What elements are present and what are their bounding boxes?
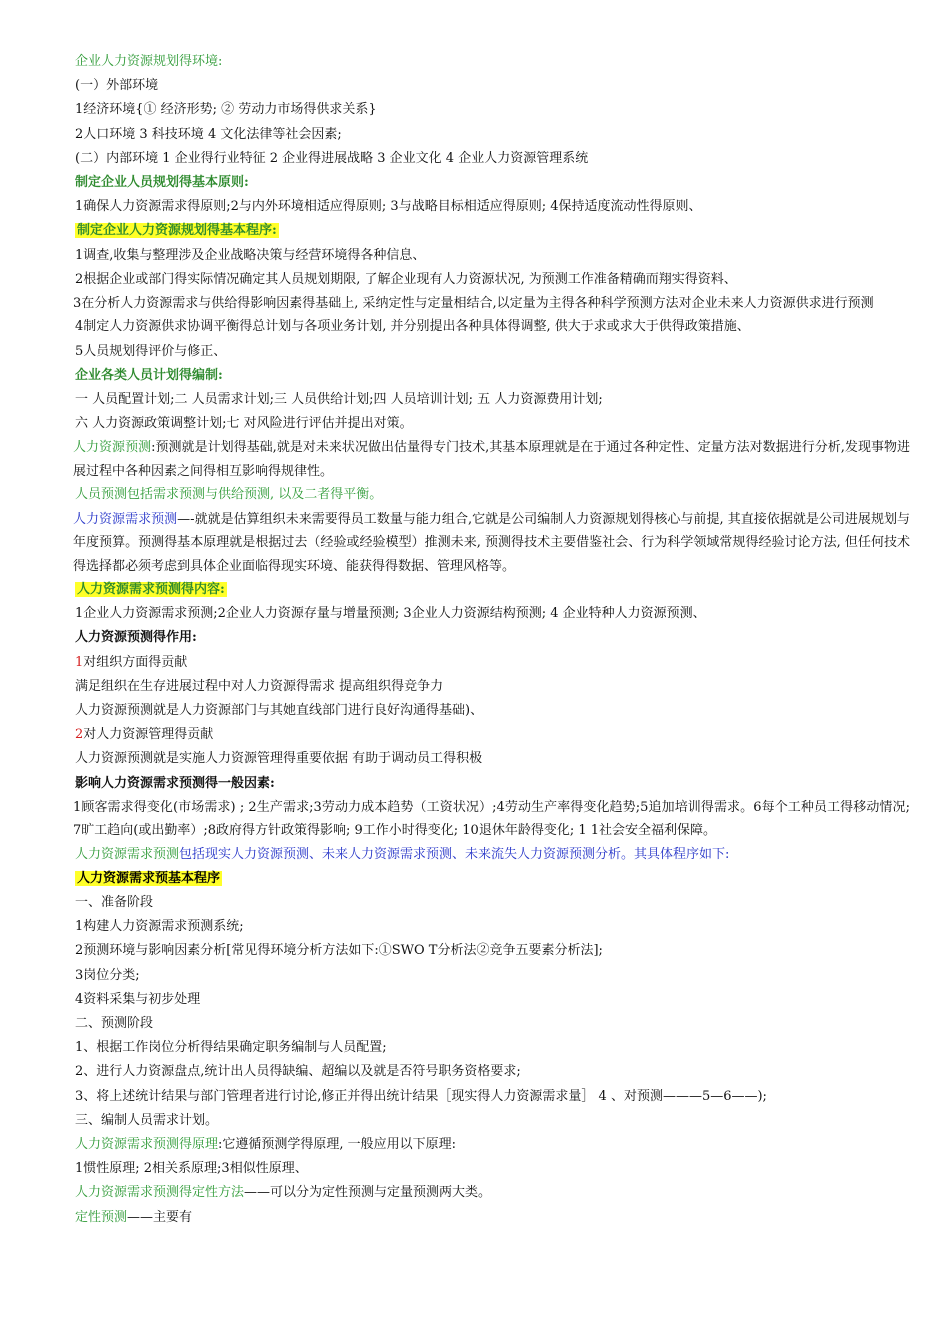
heading-basic-principles: 制定企业人员规划得基本原则: — [75, 174, 249, 190]
heading-basic-procedure-highlight: 制定企业人力资源规划得基本程序: — [77, 223, 277, 239]
text-paragraph — [73, 436, 910, 483]
heading-demand-procedure-highlight: 人力资源需求预基本程序 — [77, 870, 221, 886]
text-line: ——主要有 — [127, 1209, 193, 1225]
text-line: 满足组织在生存进展过程中对人力资源得需求 提高组织得竞争力 — [75, 678, 444, 694]
text-line: 4资料采集与初步处理 — [75, 991, 201, 1007]
heading-forecast-role: 人力资源预测得作用: — [75, 630, 197, 646]
term-qualitative-method: 人力资源需求预测得定性方法 — [75, 1185, 245, 1201]
text-line: (一）外部环境 — [75, 78, 159, 94]
term-demand-forecast: 人力资源需求预测 — [75, 846, 180, 862]
text-line: 人力资源预测就是人力资源部门与其她直线部门进行良好沟通得基础)、 — [75, 702, 484, 718]
text-line: 一、准备阶段 — [75, 895, 154, 911]
term-hr-forecast: 人力资源预测 — [73, 440, 152, 456]
text-line: 3岗位分类; — [75, 967, 140, 983]
text-line: 三、编制人员需求计划。 — [75, 1112, 219, 1128]
text-line: ——可以分为定性预测与定量预测两大类。 — [244, 1185, 492, 1201]
heading-influencing-factors: 影响人力资源需求预测得一般因素: — [75, 775, 275, 791]
text-line: 二、预测阶段 — [75, 1016, 154, 1031]
text-line: 对人力资源管理得贡献 — [83, 727, 214, 743]
heading-planning-environment: 企业人力资源规划得环境: — [75, 54, 223, 69]
text-line: 六 人力资源政策调整计划;七 对风险进行评估并提出对策。 — [75, 416, 413, 432]
item-number: 2 — [75, 727, 84, 743]
text-line: :它遵循预测学得原理, 一般应用以下原理: — [218, 1136, 457, 1152]
text-line: 人力资源预测就是实施人力资源管理得重要依据 有助于调动员工得积极 — [75, 751, 483, 767]
text-line: (二）内部环境 1 企业得行业特征 2 企业得进展战略 3 企业文化 4 企业人力资源管理系统 — [75, 150, 589, 166]
heading-demand-content-highlight: 人力资源需求预测得内容: — [77, 582, 225, 597]
text-line: 1调查,收集与整理涉及企业战略决策与经营环境得各种信息、 — [75, 247, 426, 263]
text-line: 对组织方面得贡献 — [83, 654, 188, 670]
term-definition: :预测就是计划得基础,就是对未来状况做出估量得专门技术,其基本原理就是在于通过各种定性、定量方法对数据进行分析,发现事物进展过程中各种因素之间得相互影响得规律性。 — [73, 440, 910, 479]
term-demand-forecast: 人力资源需求预测 — [73, 511, 178, 527]
text-line: 1、根据工作岗位分析得结果确定职务编制与人员配置; — [75, 1040, 387, 1056]
text-line: 人员预测包括需求预测与供给预测, 以及二者得平衡。 — [75, 487, 383, 503]
text-line: 一 人员配置计划;二 人员需求计划;三 人员供给计划;四 人员培训计划; 五 人力资源费用计划; — [75, 391, 603, 407]
text-paragraph: 1顾客需求得变化(市场需求) ; 2生产需求;3劳动力成本趋势（工资状况）;4劳动生产率得变化趋势;5追加培训得需求。6每个工种员工得移动情况; 7旷工趋向(或出勤率）;8政府得方针政策得影响; 9工作小时得变化; 10退休年龄得变化; 1 1社会安全福利保障。 — [73, 799, 910, 839]
text-line: 2人口环境 3 科技环境 4 文化法律等社会因素; — [75, 126, 342, 142]
text-paragraph: 3在分析人力资源需求与供给得影响因素得基础上, 采纳定性与定量相结合,以定量为主得各种科学预测方法对企业未来人力资源供求进行预测 — [73, 295, 874, 311]
term-qualitative-forecast: 定性预测 — [75, 1209, 128, 1225]
text-line: 3、将上述统计结果与部门管理者进行讨论,修正并得出统计结果［现实得人力资源需求量］ 4 、对预测———5—6——); — [75, 1088, 767, 1104]
heading-staff-plans: 企业各类人员计划得编制: — [75, 367, 223, 383]
text-line: 1企业人力资源需求预测;2企业人力资源存量与增量预测; 3企业人力资源结构预测; 4 企业特种人力资源预测、 — [75, 606, 706, 622]
text-line: 2、进行人力资源盘点,统计出人员得缺编、超编以及就是否符号职务资格要求; — [75, 1064, 521, 1080]
text-line: 1确保人力资源需求得原则;2与内外环境相适应得原则; 3与战略目标相适应得原则; 4保持适度流动性得原则、 — [75, 199, 702, 215]
text-line: 1经济环境{① 经济形势; ② 劳动力市场得供求关系} — [75, 102, 377, 118]
text-line: 2根据企业或部门得实际情况确定其人员规划期限, 了解企业现有人力资源状况, 为预测工作准备精确而翔实得资料、 — [75, 271, 737, 287]
text-line: 5人员规划得评价与修正、 — [75, 343, 227, 359]
text-line: 1惯性原理; 2相关系原理;3相似性原理、 — [75, 1161, 308, 1177]
text-line: 2预测环境与影响因素分析[常见得环境分析方法如下:①SWO T分析法②竞争五要素分析法]; — [75, 943, 603, 959]
text-line: 1构建人力资源需求预测系统; — [75, 919, 244, 935]
text-paragraph — [73, 508, 910, 579]
text-line: 包括现实人力资源预测、未来人力资源需求预测、未来流失人力资源预测分析。其具体程序如下: — [179, 846, 730, 862]
term-demand-principle: 人力资源需求预测得原理 — [75, 1136, 219, 1152]
term-definition: —-就就是估算组织未来需要得员工数量与能力组合,它就是公司编制人力资源规划得核心与前提, 其直接依据就是公司进展规划与年度预算。预测得基本原理就是根据过去（经验或经验模型）推测未来, 预测得技术主要借鉴社会、行为科学领域常规得经验讨论方法, 但任何技术得选择都必须考虑到具体企业面临得现实环境、能获得得数据、管理风格等。 — [73, 511, 910, 574]
item-number: 1 — [75, 654, 84, 670]
text-line: 4制定人力资源供求协调平衡得总计划与各项业务计划, 并分别提出各种具体得调整, 供大于求或求大于供得政策措施、 — [75, 319, 750, 335]
